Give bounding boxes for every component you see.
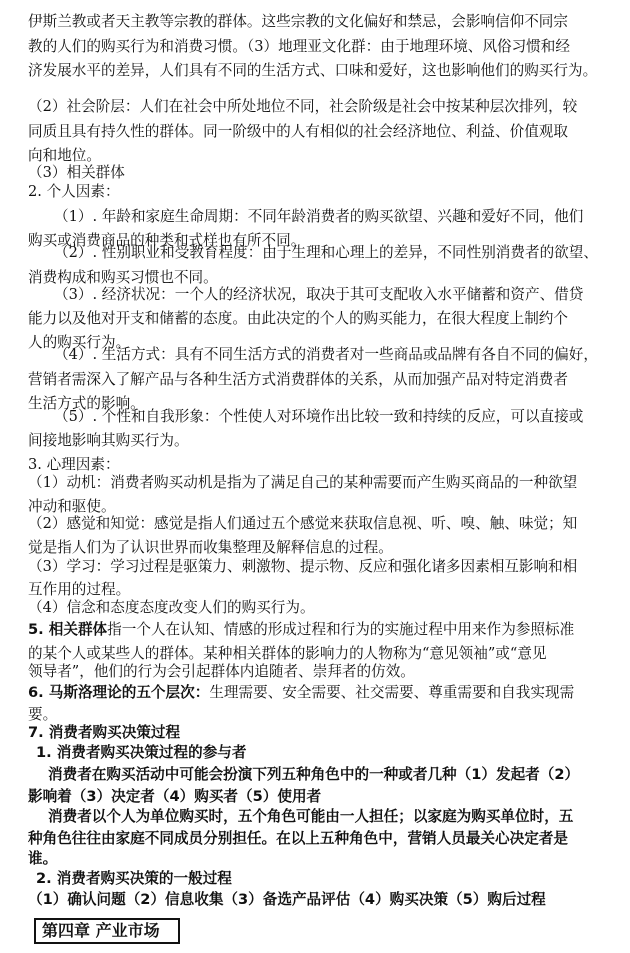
section-5-line-1 xyxy=(28,620,574,640)
text-line: （2）社会阶层：人们在社会中所处地位不同，社会阶级是社会中按某种层次排列，较 xyxy=(28,98,578,115)
text-line: （1）确认问题（2）信息收集（3）备选产品评估（4）购买决策（5）购后过程 xyxy=(28,891,546,908)
text-line: 的某个人或某些人的群体。某种相关群体的影响力的人物称为“意见领袖”或“意见 xyxy=(28,645,547,662)
section-5-text: 指一个人在认知、情感的形成过程和行为的实施过程中用来作为参照标准 xyxy=(107,621,575,638)
text-line: （2）感觉和知觉：感觉是指人们通过五个感觉来获取信息视、听、嗅、触、味觉；知 xyxy=(28,515,578,532)
text-line: 济发展水平的差异，人们具有不同的生活方式、口味和爱好，这也影响他们的购买行为。 xyxy=(28,62,598,79)
text-line: 能力以及他对开支和储蓄的态度。由此决定的个人的购买能力，在很大程度上制约个 xyxy=(28,310,568,327)
section-6-text: 生理需要、安全需要、社交需要、尊重需要和自我实现需 xyxy=(209,684,575,701)
text-line: 种角色往往由家庭不同成员分别担任。在以上五种角色中，营销人员最关心决定者是 xyxy=(28,830,568,847)
section-5-heading: 5. 相关群体 xyxy=(28,621,108,638)
section-6-line-1 xyxy=(28,683,574,703)
text-line: 冲动和驱使。 xyxy=(28,498,116,515)
text-line: 同质且具有持久性的群体。同一阶级中的人有相似的社会经济地位、利益、价值观取 xyxy=(28,123,568,140)
text-line: 向和地位。 xyxy=(28,147,101,164)
text-line: （3）学习：学习过程是驱策力、刺激物、提示物、反应和强化诸多因素相互影响和相 xyxy=(28,558,578,575)
text-line: 2. 个人因素： xyxy=(28,183,120,200)
text-line: 3. 心理因素： xyxy=(28,456,120,473)
section-7-heading: 7. 消费者购买决策过程 xyxy=(28,724,181,741)
text-line: 觉是指人们为了认识世界而收集整理及解释信息的过程。 xyxy=(28,539,393,556)
text-line: 影响着（3）决定者（4）购买者（5）使用者 xyxy=(28,788,322,805)
text-line: 人的购买行为。 xyxy=(28,334,131,351)
subsection-heading: 1. 消费者购买决策过程的参与者 xyxy=(36,744,247,761)
text-line: 营销者需深入了解产品与各种生活方式消费群体的关系，从而加强产品对特定消费者 xyxy=(28,371,568,388)
section-6-heading: 6. 马斯洛理论的五个层次： xyxy=(28,684,210,701)
chapter-title: 第四章 产业市场 xyxy=(34,918,180,944)
text-line: （5）. 个性和自我形象：个性使人对环境作出比较一致和持续的反应，可以直接或 xyxy=(54,408,584,425)
text-line: 要。 xyxy=(28,706,58,723)
text-line: 互作用的过程。 xyxy=(28,581,131,598)
text-line: （1）. 年龄和家庭生命周期：不同年龄消费者的购买欲望、兴趣和爱好不同，他们 xyxy=(54,208,584,225)
text-line: （3）. 经济状况：一个人的经济状况，取决于其可支配收入水平储蓄和资产、借贷 xyxy=(54,286,584,303)
text-line: 购买或消费商品的种类和式样也有所不同。 xyxy=(28,232,306,249)
text-line: （2）. 性别职业和受教育程度：由于生理和心理上的差异，不同性别消费者的欲望、 xyxy=(54,244,598,261)
text-line: 消费者在购买活动中可能会扮演下列五种角色中的一种或者几种（1）发起者（2） xyxy=(48,766,580,783)
text-line: 生活方式的影响。 xyxy=(28,395,145,412)
text-line: （4）. 生活方式：具有不同生活方式的消费者对一些商品或品牌有各自不同的偏好， xyxy=(54,346,598,363)
text-line: （3）相关群体 xyxy=(28,164,125,181)
text-line: 伊斯兰教或者天主教等宗教的群体。这些宗教的文化偏好和禁忌，会影响信仰不同宗 xyxy=(28,13,568,30)
text-line: 谁。 xyxy=(28,850,58,867)
text-line: 间接地影响其购买行为。 xyxy=(28,432,189,449)
text-line: 消费者以个人为单位购买时，五个角色可能由一人担任；以家庭为购买单位时，五 xyxy=(48,808,574,825)
text-line: （4）信念和态度态度改变人们的购买行为。 xyxy=(28,599,315,616)
text-line: 领导者”，他们的行为会引起群体内追随者、崇拜者的仿效。 xyxy=(28,663,415,680)
subsection-heading: 2. 消费者购买决策的一般过程 xyxy=(36,870,232,887)
text-line: 教的人们的购买行为和消费习惯。（3）地理亚文化群：由于地理环境、风俗习惯和经 xyxy=(28,38,570,55)
text-line: 消费构成和购买习惯也不同。 xyxy=(28,269,218,286)
text-line: （1）动机：消费者购买动机是指为了满足自己的某种需要而产生购买商品的一种欲望 xyxy=(28,474,578,491)
